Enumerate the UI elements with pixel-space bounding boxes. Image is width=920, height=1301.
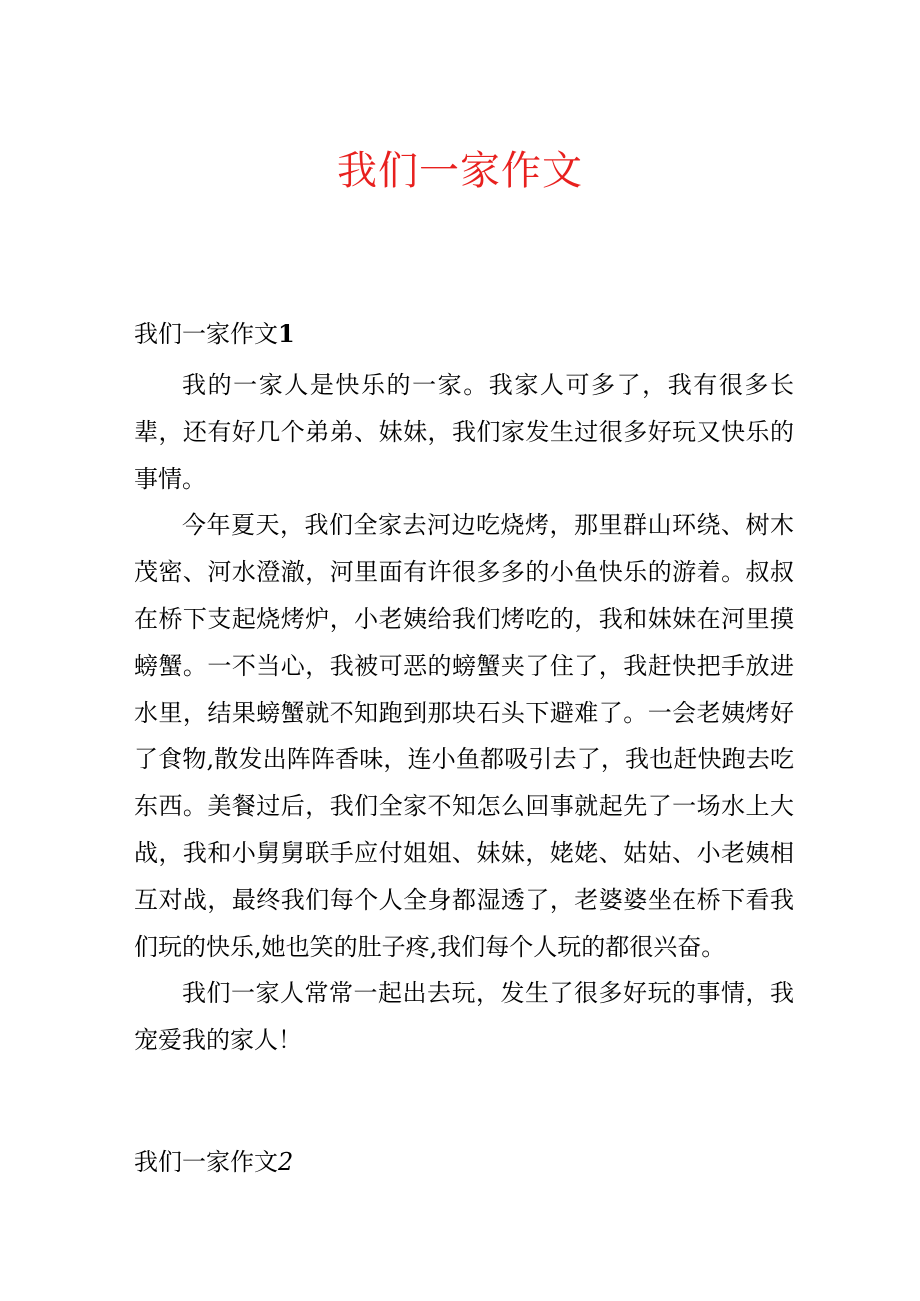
section-heading-2-text: 我们一家作文 [134,1148,278,1176]
section-heading-2-number: 2 [278,1148,294,1176]
section-heading-1-number: 1 [278,319,295,348]
essay-paragraph-3: 我们一家人常常一起出去玩，发生了很多好玩的事情，我宠爱我的家人！ [134,979,794,1055]
section-heading-1 [134,314,794,354]
essay-body-1 [134,362,794,1064]
document-title: 我们一家作文 [337,148,583,194]
essay-paragraph-2: 今年夏天，我们全家去河边吃烧烤，那里群山环绕、树木茂密、河水澄澈，河里面有许很多多的小鱼快乐的游着。叔叔在桥下支起烧烤炉，小老姨给我们烤吃的，我和妹妹在河里摸螃蟹。一不当心，我被可恶的螃蟹夹了住了，我赶快把手放进水里，结果螃蟹就不知跑到那块石头下避难了。一会老姨烤好了食物,散发出阵阵香味，连小鱼都吸引去了，我也赶快跑去吃东西。美餐过后，我们全家不知怎么回事就起先了一场水上大战，我和小舅舅联手应付姐姐、妹妹，姥姥、姑姑、小老姨相互对战，最终我们每个人全身都湿透了，老婆婆坐在桥下看我们玩的快乐,她也笑的肚子疼,我们每个人玩的都很兴奋。 [134,511,794,961]
essay-section-1 [134,314,794,1064]
section-heading-1-text: 我们一家作文 [134,320,278,348]
essay-paragraph-1: 我的一家人是快乐的一家。我家人可多了，我有很多长辈，还有好几个弟弟、妹妹，我们家发生过很多好玩又快乐的事情。 [134,371,794,493]
section-heading-2 [134,1142,293,1182]
